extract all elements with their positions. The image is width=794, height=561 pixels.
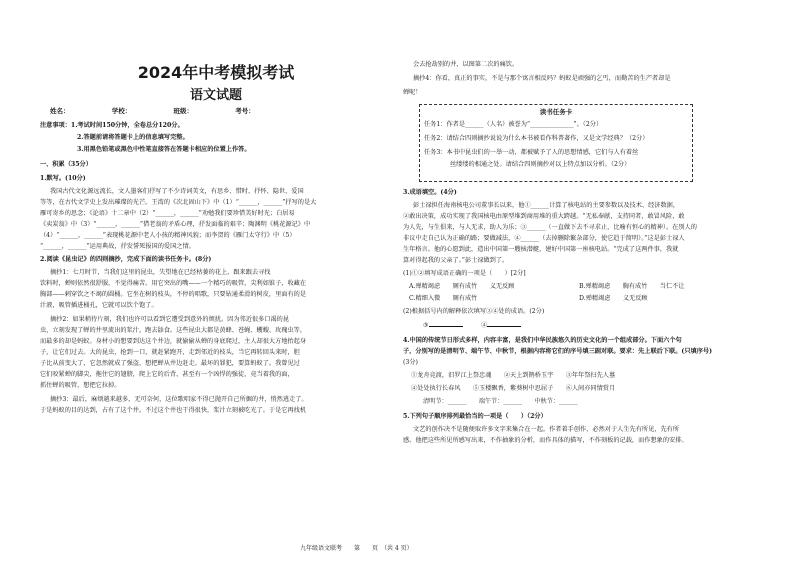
q3-option-b: B.殚精竭虑 胸有成竹 当仁不让 [579,283,685,290]
q3-line: 算对得起我的父亲了。”彭士禄做到了。 [403,257,509,264]
excerpt-2-line: 它们咬紧蝉的脚尖，拖住它的翅膀，爬上它的后背，甚至有一个凶悍的强徒，竟当着我的面， [40,371,294,378]
q3-option-d: D.殚精竭虑 义无反顾 [579,295,648,302]
answer-blank[interactable] [429,320,463,327]
q4-line: (3分) [403,359,418,366]
page-footer: 九年级语文联考 第 页 （共 4 页） [300,545,413,552]
note-3: 3.用黑色铅笔或黑色中性笔直接答在答题卡相应的位置上作答。 [77,146,251,153]
excerpt-2-line: 抓住蝉的吸管，想把它拉掉。 [40,382,121,389]
excerpt-1-line: 汁液，吸管插进桶孔，它就可以饮个饱了。 [40,302,158,309]
name-label: 姓名： [50,107,70,115]
task-card-title: 读书任务卡 [539,108,573,116]
note-1: 注意事项：1.考试时间150分钟，全卷总分120分。 [40,122,184,129]
q1-line: 《卖炭翁》中（3）“______，______”借老翁的矛盾心理，抒发面临的艰辛；陶渊明《桃花源记》中 [40,221,311,228]
question-3: 3.成语填空。(4分) [403,189,457,196]
q1-line: 雁可寄乡的思念；《论语》十二章中（2）“______，______”劝勉我们要珍惜美好时光；白居易 [40,210,295,217]
note-2: 2.答题前请将答题卡上的信息填写完整。 [77,134,189,141]
question-2: 2.阅读《昆虫记》的四则摘抄，完成下面的读书任务卡。(8分) [40,256,212,263]
excerpt-2-line: 摘抄2：如果稍待片刻，我们也许可以看到它遭受到意外的烦扰。因为邻近很多口渴的昆 [50,316,290,323]
q3-line: 非议中走自己认为正确的路；要做减法，④______（去掉删除繁杂部分，使它趋于简明）。”这是彭士禄人 [403,235,685,242]
section-heading: 一、积累（35分） [40,161,92,168]
task-card-line: 任务3：本书中昆虫们的一举一动，都被赋予了人的思想情感，它们与人有着丝 [424,149,639,156]
exam-title: 2024年中考模拟考试 [137,63,295,82]
q3-subquestion-2: (2)根据括号内的解释依次填写③④处的成语。(2分) [403,308,545,315]
q3-option-c: C.精细入微 厕有成竹 [409,295,478,302]
excerpt-2-line: 虫，立刻发现了蝉的井里流出的浆汁，跑去舔食。这些昆虫大都是黄蜂、苍蝇、蠼螋、玫瑰虫等， [40,327,307,334]
q3-option-a: A.殚精竭虑 厕有成竹 义无反顾 [409,283,515,290]
q3-subquestion-1: (1)①②填写成语正确的一项是（ ）[2分] [403,270,526,277]
answer-blank[interactable] [487,320,521,327]
excerpt-3-line: 摘抄3：最后，麻烦越来越多，无可奈何，这位歌唱家不得已抛开自己所掘的井，悄然逃走了。 [50,396,308,403]
question-1: 1.默写。(10分) [40,175,86,182]
class-label: 班级： [173,107,194,115]
q1-line: （4）“______，______”表现桃花源中老人小孩的精神风貌；而李贺的《雁门太守行》中（5） [40,232,296,239]
q4-line: 子，分别写的是清明节、端午节、中秋节，根据内容将它们的序号填三副对联。要求：先上联后下联。(只填序号) [403,348,713,355]
q3-answer-blanks: ③ ④ [423,320,521,331]
excerpt-2-line: 而最多的却是蚂蚁。身材小的想要到达这个井边，就偷偷从蝉的身底爬过，主人却很大方地抬起身 [40,338,307,345]
q5-line: 文艺的创作决不是随便取许多文字来集合在一起。作者着手创作，必然对于人生先有所见，先有所 [413,426,680,433]
excerpt-1-line: 饮料时，蝉则依然很舒服，不觉得痛苦。用它突出的嘴——一个精巧的吸管，尖利如锥子，收藏在 [40,280,307,287]
q5-line: 感。他把这些所见所感写出来，不作抽象的分析，而作具体的描写，不作刻板的记载，而作想象的安排。 [403,437,688,444]
school-label: 学校： [111,107,132,115]
excerpt-1-line: 摘抄1：七月时节，当我们这里的昆虫，失望地在已经枯萎的花上，跟来跟去寻找 [50,269,271,276]
number-label: 考号： [235,107,255,115]
student-info [50,106,295,115]
excerpt-3-line: 于是蚂蚁的目的达到，占有了这个井。不过这个井也干得很快，浆汁立刻被吃光了。于是它再找机 [40,407,307,414]
excerpt-1-line: 胸部——刺穿饮之不竭的圆桶。它坐在树的枝头，不停的唱歌，只要钻通柔滑的树皮，里面有的是 [40,291,307,298]
q4-answers: 清明节：______ 端午节：______ 中秋节：______ [423,398,578,405]
excerpt-4-line: 蝉呢！ [403,89,422,96]
task-card-line: 任务2：请结合四则摘抄说说为什么本书被看作科普著作，又是文学经典？（2分） [424,135,649,142]
q3-line: 生年格言。他的心愿到此，造出中国第一艘核潜艇，建好中国第一座核电站。“完成了这两件事，我就 [403,246,679,253]
excerpt-4-line: 摘抄4：你看，真正的事实，不是与那个寓言相反吗？蚂蚁是顽强的乞丐，而勤苦的生产者却是 [413,75,671,82]
q1-line: 我国古代文化源远流长，文人墨客们抒写了不少诗词美文，有思乡、惜时、抒怀、隐世、爱国 [50,188,304,195]
q4-item-row: ④处处执行长春风 ⑤玉楼飘香，紫葵树中思屈子 ⑥人间亦同情赏月 [411,385,616,392]
task-card-line: 丝缕缕的相通之处。请结合四则摘抄对以上特点加以分析。（2分） [450,161,631,168]
q1-line: “______，______”运用典故，抒发誓死报国的爱国之情。 [40,243,195,250]
q3-line: ②敢出决策，成功实现了我国核电由原型堆到商用堆的重大跨越。“无私奉献，支持同者，敢冒风险，敢 [403,213,685,220]
reading-task-card [419,104,693,182]
excerpt-3-continued: 会去抢劫别的井，以图第二次的痛饮。 [413,61,519,68]
q3-line: 彭士禄担任海南核电公司董事长以来，他①______计算了核电站的主要参数以及技术、经济数据， [413,202,680,209]
exam-subtitle: 语文试题 [189,88,242,103]
excerpt-2-line: 子，让它们过去。大的昆虫，抢到一口，就赶紧跑开，走到邻近的枝头，当它再转回头来时，胆 [40,349,300,356]
question-5: 5.下列句子顺序排列最恰当的一项是（ ）（2分） [403,413,547,420]
excerpt-2-line: 子比从前变大了，它忽然就成了强盗，想把蝉从井边赶走。最坏的罪犯，要算蚂蚁了。我曾见过 [40,360,300,367]
q3-line: 为人先，与生俱来，与人无求，助人为乐；③______（一直做下去不寻求止，比喻有恒心的精神）。在别人的 [403,224,697,231]
question-4: 4.中国的传统节日形式多样，内容丰富，是我们中华民族悠久的历史文化的一个组成部分。下面六个句 [403,337,682,344]
q1-line: 等等，在古代文学史上发出璀璨的光芒。王湾的《次北固山下》中（1）“______，______”抒写的是大 [40,199,317,206]
q4-item-row: ①龙舟竞渡，汨罗江上祭忠魂 ②天上到鹊桥玉宇 ③年年祭扫先人墓 [411,372,616,379]
task-card-line: 任务1：作者是______（人名）被誉为“______________”。（2分） [424,121,603,128]
